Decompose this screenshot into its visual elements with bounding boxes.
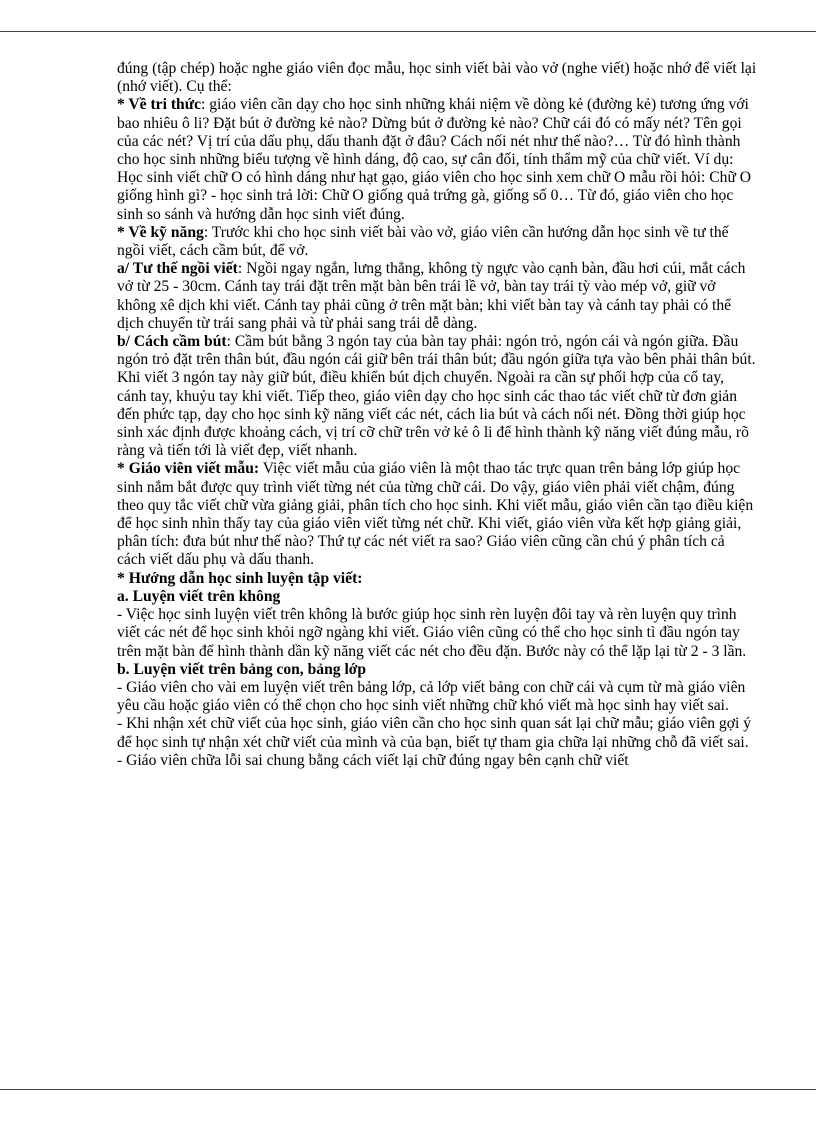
paragraph-knowledge (117, 96, 757, 223)
paragraph-board-practice (117, 679, 757, 715)
paragraph-pen-holding (117, 333, 757, 460)
paragraph-text: : Ngồi ngay ngắn, lưng thẳng, không tỳ ngực vào cạnh bàn, đầu hơi cúi, mắt cách vở từ 25 - 30cm. Cánh tay trái đặt trên mặt bàn bên trái lề vở, bàn tay trái tỳ vào mép vở, giữ vở không xê dịch khi viết. Cánh tay phải cũng ở trên mặt bàn; khi viết bàn tay và cánh tay phải có thể dịch chuyển từ trái sang phải và từ phải sang trái dễ dàng. (117, 260, 746, 332)
paragraph-intro-continuation (117, 60, 757, 96)
heading-board-writing (117, 661, 757, 679)
paragraph-air-writing (117, 606, 757, 661)
paragraph-lead: a/ Tư thế ngồi viết (117, 260, 238, 278)
document-body (117, 60, 757, 770)
paragraph-error-correction (117, 752, 757, 770)
paragraph-lead: * Về kỹ năng (117, 223, 204, 241)
paragraph-feedback (117, 715, 757, 751)
heading-air-writing (117, 588, 757, 606)
paragraph-lead: * Về tri thức (117, 96, 201, 114)
paragraph-text: : Trước khi cho học sinh viết bài vào vở, giáo viên cần hướng dẫn học sinh về tư thế ngồi viết, cách cầm bút, để vở. (117, 223, 729, 260)
paragraph-text: : giáo viên cần dạy cho học sinh những khái niệm về dòng kẻ (đường kẻ) tương ứng với bao nhiêu ô li? Đặt bút ở đường kẻ nào? Dừng bút ở đường kẻ nào? Chữ cái đó có mấy nét? Tên gọi của các nét? Vị trí của dấu phụ, dấu thanh đặt ở đâu? Cách nối nét như thế nào?… Từ đó hình thành cho học sinh những biểu tượng về hình dáng, độ cao, sự cân đối, tính thẩm mỹ của chữ viết. Ví dụ: Học sinh viết chữ O có hình dáng như hạt gạo, giáo viên cho học sinh xem chữ O mẫu rồi hỏi: Chữ O giống hình gì? - học sinh trả lời: Chữ O giống quả trứng gà, giống số 0… Từ đó, giáo viên cho học sinh so sánh và hướng dẫn học sinh viết đúng. (117, 96, 752, 223)
paragraph-text: - Khi nhận xét chữ viết của học sinh, giáo viên cần cho học sinh quan sát lại chữ mẫu; giáo viên gợi ý để học sinh tự nhận xét chữ viết của mình và của bạn, biết tự tham gia chữa lại những chỗ đã viết sai. (117, 715, 752, 751)
paragraph-teacher-model-writing (117, 460, 757, 569)
paragraph-text: : Cầm bút bằng 3 ngón tay của bàn tay phải: ngón trỏ, ngón cái và ngón giữa. Đầu ngón trỏ đặt trên thân bút, đầu ngón cái giữ bên trái thân bút; đầu ngón giữa tựa vào bên phải thân bút. Khi viết 3 ngón tay này giữ bút, điều khiển bút dịch chuyển. Ngoài ra cần sự phối hợp của cổ tay, cánh tay, khuỷu tay khi viết. Tiếp theo, giáo viên dạy cho học sinh các thao tác viết chữ từ đơn giản đến phức tạp, dạy cho học sinh kỹ năng viết các nét, cách lia bút và cách nối nét. Đồng thời giúp học sinh xác định được khoảng cách, vị trí cỡ chữ trên vở kẻ ô li để hình thành kỹ năng viết đúng mẫu, rõ ràng và tiến tới là viết đẹp, viết nhanh. (117, 333, 756, 460)
header-rule (0, 31, 816, 32)
footer-rule (0, 1089, 816, 1090)
heading-text: a. Luyện viết trên không (117, 587, 281, 605)
paragraph-lead: b/ Cách cầm bút (117, 333, 227, 351)
paragraph-sitting-posture (117, 260, 757, 333)
paragraph-text: - Giáo viên chữa lỗi sai chung bằng cách viết lại chữ đúng ngay bên cạnh chữ viết (117, 751, 629, 769)
paragraph-skills (117, 224, 757, 260)
paragraph-text: - Giáo viên cho vài em luyện viết trên bảng lớp, cả lớp viết bảng con chữ cái và cụm từ mà giáo viên yêu cầu hoặc giáo viên có thể chọn cho học sinh viết những chữ khó viết mà học sinh hay viết sai. (117, 678, 746, 715)
heading-text: * Hướng dẫn học sinh luyện tập viết: (117, 569, 363, 587)
paragraph-text: Việc viết mẫu của giáo viên là một thao tác trực quan trên bảng lớp giúp học sinh nắm bắt được quy trình viết từng nét của từng chữ cái. Do vậy, giáo viên phải viết chậm, đúng theo quy tắc viết chữ vừa giảng giải, phân tích cho học sinh. Khi viết mẫu, giáo viên cần tạo điều kiện để học sinh nhìn thấy tay của giáo viên viết từng nét chữ. Khi viết, giáo viên vừa kết hợp giảng giải, phân tích: đưa bút như thế nào? Thứ tự các nét viết ra sao? Giáo viên cũng cần chú ý phân tích cả cách viết dấu phụ và dấu thanh. (117, 460, 754, 569)
paragraph-text: đúng (tập chép) hoặc nghe giáo viên đọc mẫu, học sinh viết bài vào vở (nghe viết) hoặc nhớ để viết lại (nhớ viết). Cụ thể: (117, 60, 757, 96)
paragraph-text: - Việc học sinh luyện viết trên không là bước giúp học sinh rèn luyện đôi tay và rèn luyện quy trình viết các nét để học sinh khỏi ngỡ ngàng khi viết. Giáo viên cũng có thể cho học sinh tì đầu ngón tay trên mặt bàn để hình thành dần kỹ năng viết các nét cho đều đặn. Bước này có thể lặp lại từ 2 - 3 lần. (117, 606, 747, 660)
heading-practice-guide (117, 570, 757, 588)
heading-text: b. Luyện viết trên bảng con, bảng lớp (117, 660, 367, 678)
paragraph-lead: * Giáo viên viết mẫu: (117, 460, 260, 478)
